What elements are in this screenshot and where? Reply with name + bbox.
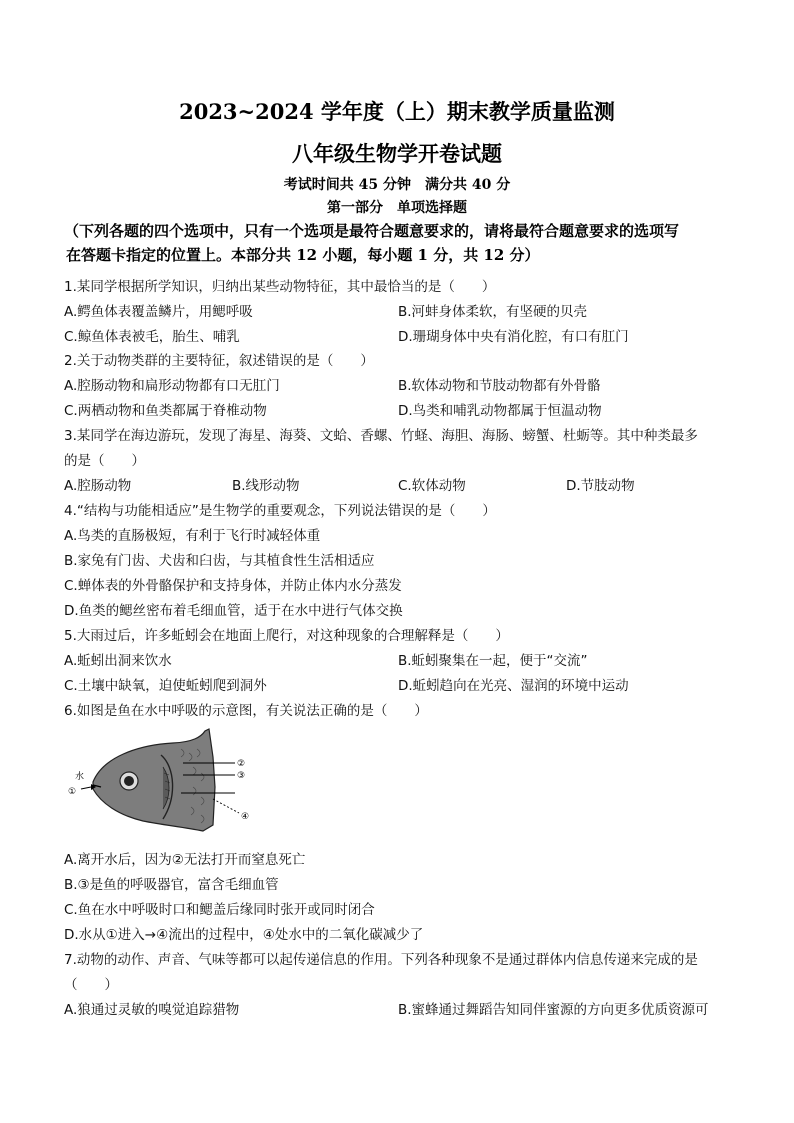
q5-option-b: B.蚯蚓聚集在一起，便于“交流” <box>398 653 588 669</box>
instructions-line-1: （下列各题的四个选项中，只有一个选项是最符合题意要求的，请将最符合题意要求的选项写 <box>64 222 680 240</box>
q7-stem-line-1: 7.动物的动作、声音、气味等都可以起传递信息的作用。下列各种现象不是通过群体内信息传递来完成的是 <box>64 952 698 968</box>
q3-option-d: D.节肢动物 <box>566 478 635 494</box>
section-instructions <box>64 219 730 267</box>
q3-stem-line-2: 的是（ ） <box>64 453 145 469</box>
q7-option-b: B.蜜蜂通过舞蹈告知同伴蜜源的方向更多优质资源可 <box>398 1002 709 1018</box>
q2-option-a: A.腔肠动物和扁形动物都有口无肛门 <box>64 378 280 394</box>
q3-option-c: C.软体动物 <box>398 478 466 494</box>
q1-option-c: C.鲸鱼体表被毛，胎生、哺乳 <box>64 329 240 345</box>
q6-option-c: C.鱼在水中呼吸时口和鳃盖后缘同时张开或同时闭合 <box>64 902 375 918</box>
q1-stem: 1.某同学根据所学知识，归纳出某些动物特征，其中最恰当的是（ ） <box>64 279 496 295</box>
q3-option-b: B.线形动物 <box>232 478 300 494</box>
instructions-line-2: 在答题卡指定的位置上。本部分共 12 小题，每小题 1 分，共 12 分） <box>66 246 540 264</box>
exam-title: 2023~2024 学年度（上）期末教学质量监测 <box>179 99 615 124</box>
q6-option-d: D.水从①进入→④流出的过程中，④处水中的二氧化碳减少了 <box>64 927 424 943</box>
q5-stem: 5.大雨过后，许多蚯蚓会在地面上爬行，对这种现象的合理解释是（ ） <box>64 628 509 644</box>
fish-breathing-figure <box>63 727 263 837</box>
q5-option-d: D.蚯蚓趋向在光亮、湿润的环境中运动 <box>398 678 629 694</box>
q7-stem-line-2: （ ） <box>64 977 118 993</box>
q1-option-d: D.珊瑚身体中央有消化腔，有口有肛门 <box>398 329 629 345</box>
q4-option-b: B.家兔有门齿、犬齿和臼齿，与其植食性生活相适应 <box>64 553 375 569</box>
q5-option-c: C.土壤中缺氧，迫使蚯蚓爬到洞外 <box>64 678 267 694</box>
q3-stem-line-1: 3.某同学在海边游玩，发现了海星、海葵、文蛤、香螺、竹蛏、海胆、海肠、螃蟹、杜蛎等。其中种类最多 <box>64 428 698 444</box>
fish-head-shape <box>93 729 215 831</box>
q5-option-a: A.蚯蚓出洞来饮水 <box>64 653 172 669</box>
q2-option-d: D.鸟类和哺乳动物都属于恒温动物 <box>398 403 602 419</box>
q1-option-a: A.鳄鱼体表覆盖鳞片，用鳃呼吸 <box>64 304 253 320</box>
q3-option-a: A.腔肠动物 <box>64 478 132 494</box>
q7-option-a: A.狼通过灵敏的嗅觉追踪猎物 <box>64 1002 240 1018</box>
fig-label-2: ② <box>237 759 246 769</box>
fig-label-water: 水 <box>75 772 85 782</box>
exam-subtitle: 八年级生物学开卷试题 <box>292 141 502 166</box>
fig-label-1: ① <box>68 787 77 797</box>
q6-option-a: A.离开水后，因为②无法打开而窒息死亡 <box>64 852 306 868</box>
q2-option-c: C.两栖动物和鱼类都属于脊椎动物 <box>64 403 267 419</box>
fish-eye-pupil <box>124 776 134 786</box>
fig-label-4: ④ <box>241 812 250 822</box>
fig-label-3: ③ <box>237 771 246 781</box>
exam-info: 考试时间共 45 分钟 满分共 40 分 <box>283 177 511 193</box>
q1-option-b: B.河蚌身体柔软，有坚硬的贝壳 <box>398 304 588 320</box>
water-in-arrow <box>81 787 91 789</box>
section-title: 第一部分 单项选择题 <box>327 200 467 216</box>
q4-option-c: C.蝉体表的外骨骼保护和支持身体，并防止体内水分蒸发 <box>64 578 402 594</box>
q4-stem: 4.“结构与功能相适应”是生物学的重要观念，下列说法错误的是（ ） <box>64 503 496 519</box>
q4-option-a: A.鸟类的直肠极短，有利于飞行时减轻体重 <box>64 528 321 544</box>
q4-option-d: D.鱼类的鳃丝密布着毛细血管，适于在水中进行气体交换 <box>64 603 403 619</box>
q6-option-b: B.③是鱼的呼吸器官，富含毛细血管 <box>64 877 279 893</box>
q2-option-b: B.软体动物和节肢动物都有外骨骼 <box>398 378 601 394</box>
q2-stem: 2.关于动物类群的主要特征，叙述错误的是（ ） <box>64 353 374 369</box>
q6-stem: 6.如图是鱼在水中呼吸的示意图，有关说法正确的是（ ） <box>64 703 428 719</box>
